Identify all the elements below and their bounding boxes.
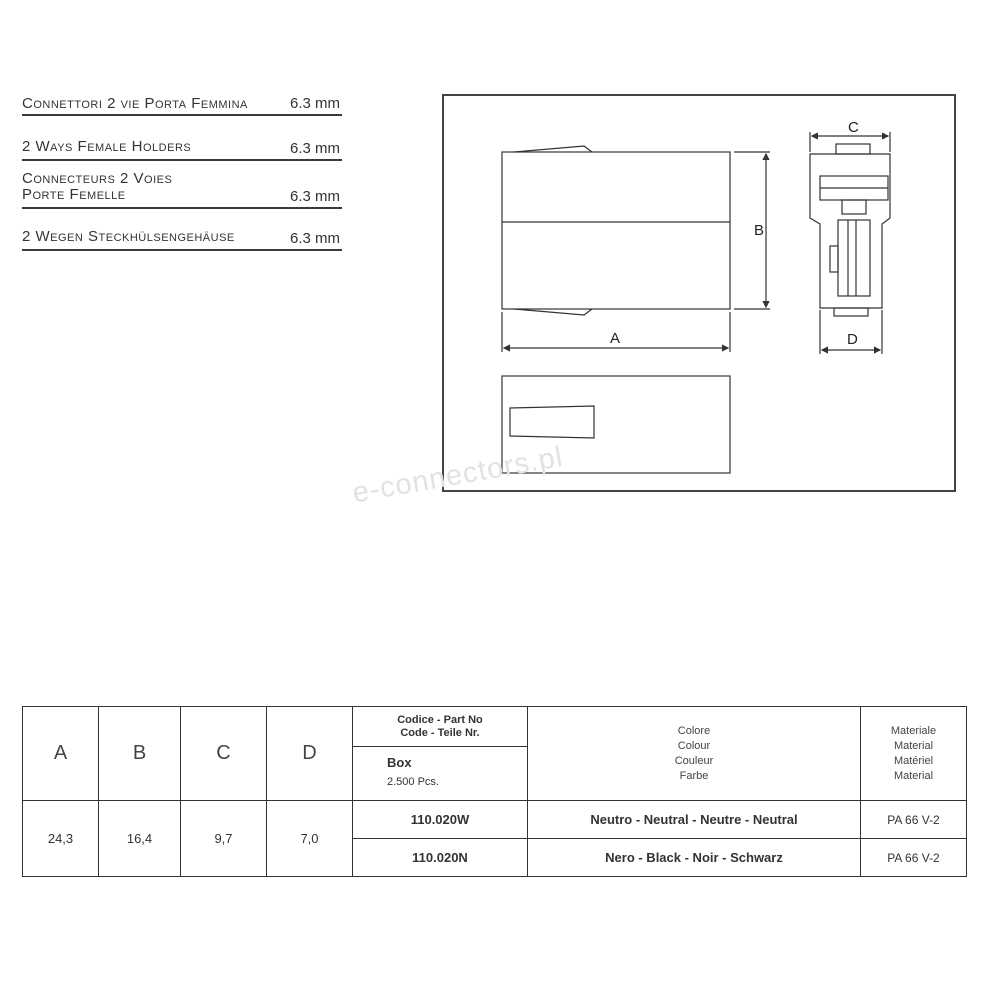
color-value: Nero - Black - Noir - Schwarz — [528, 839, 861, 877]
box-label: Box — [387, 755, 412, 770]
header-d: D — [267, 707, 353, 801]
title-label: 2 Ways Female Holders — [22, 138, 192, 155]
title-size: 6.3 mm — [289, 230, 340, 247]
material-header-line: Matériel — [893, 754, 934, 767]
title-label-line2: Porte Femelle — [22, 186, 126, 203]
color-header — [528, 707, 861, 801]
dim-label-b: B — [754, 222, 765, 239]
material-header-line: Material — [893, 739, 934, 752]
title-label: Connettori 2 vie Porta Femmina — [22, 95, 248, 112]
value-c: 9,7 — [181, 801, 267, 877]
material-value: PA 66 V-2 — [861, 839, 967, 877]
title-italian — [22, 96, 342, 116]
value-a: 24,3 — [23, 801, 99, 877]
title-english — [22, 139, 342, 161]
header-b: B — [99, 707, 181, 801]
title-size: 6.3 mm — [289, 188, 340, 205]
box-cell — [353, 747, 528, 801]
technical-drawing — [442, 94, 956, 492]
color-header-line: Colore — [677, 724, 711, 737]
color-header-line: Farbe — [679, 769, 709, 782]
side-view — [502, 146, 730, 315]
code-header — [353, 707, 528, 747]
value-d: 7,0 — [267, 801, 353, 877]
title-size: 6.3 mm — [289, 140, 340, 157]
color-header-line: Couleur — [674, 754, 714, 767]
title-size: 6.3 mm — [289, 95, 340, 112]
watermark: e-connectors.pl — [350, 440, 566, 510]
title-french — [22, 171, 342, 209]
drawing-svg — [444, 96, 958, 494]
table-header-row — [23, 707, 967, 747]
table-row — [23, 801, 967, 839]
end-view — [810, 144, 890, 316]
color-value: Neutro - Neutral - Neutre - Neutral — [528, 801, 861, 839]
part-code: 110.020N — [353, 839, 528, 877]
spec-table — [22, 706, 967, 877]
title-label: Connecteurs 2 Voies — [22, 170, 173, 187]
material-value: PA 66 V-2 — [861, 801, 967, 839]
color-header-line: Colour — [677, 739, 711, 752]
code-header-line: Codice - Part No — [397, 713, 483, 726]
material-header-line: Materiale — [890, 724, 937, 737]
material-header — [861, 707, 967, 801]
material-header-line: Material — [893, 769, 934, 782]
dim-label-a: A — [610, 330, 621, 347]
box-pcs: 2.500 Pcs. — [387, 776, 439, 788]
dimension-b — [734, 152, 770, 309]
code-header-line: Code - Teile Nr. — [400, 726, 480, 739]
dim-label-c: C — [848, 119, 859, 136]
header-a: A — [23, 707, 99, 801]
part-code: 110.020W — [353, 801, 528, 839]
header-c: C — [181, 707, 267, 801]
title-label: 2 Wegen Steckhülsengehäuse — [22, 228, 235, 245]
title-german — [22, 229, 342, 251]
dim-label-d: D — [847, 331, 858, 348]
value-b: 16,4 — [99, 801, 181, 877]
